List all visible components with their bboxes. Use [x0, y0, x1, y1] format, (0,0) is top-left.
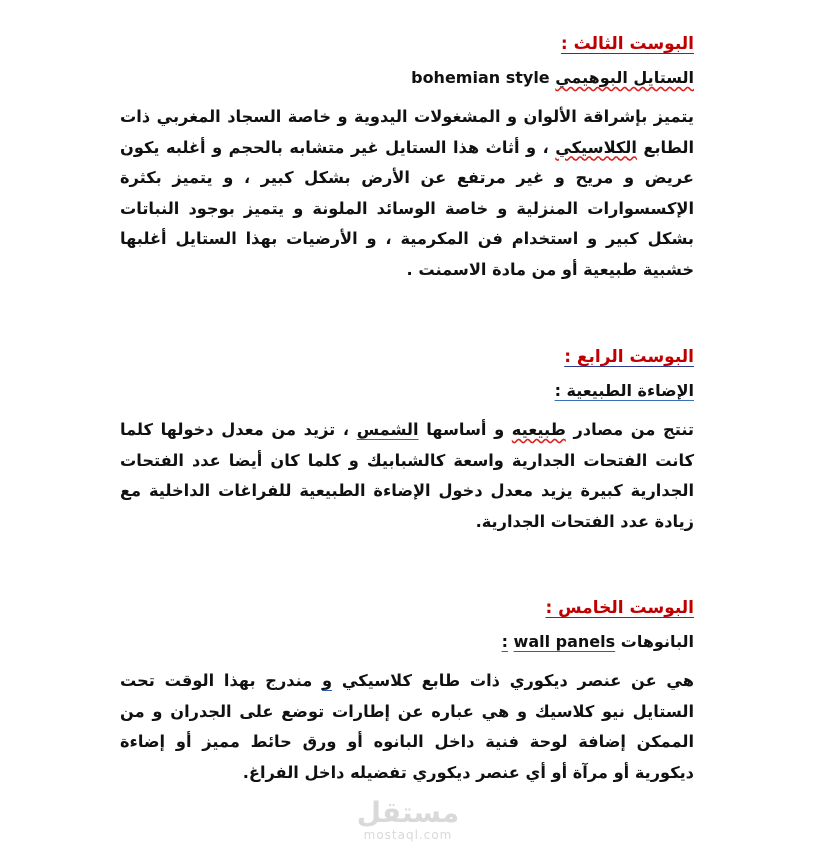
- post-title: البوست الخامس :: [545, 598, 694, 618]
- body-segment: تنتج من مصادر: [565, 420, 695, 439]
- post-body: [120, 102, 694, 285]
- body-segment: مندرج بهذا الوقت تحت الستايل نيو كلاسيك و هي عباره عن إطارات توضع على الجدران و من الممكن إضافة لوحة فنية داخل البانوه أو ورق حائط مميز أو إضاءة ديكورية أو مرآة أو أي عنصر ديكوري تفضيله داخل الفراغ.: [120, 671, 694, 782]
- post-section-fifth: [120, 596, 694, 788]
- body-segment-underlined: و: [322, 671, 333, 690]
- body-segment: هي عن عنصر ديكوري ذات طابع كلاسيكي: [332, 671, 694, 690]
- body-segment-underlined: طبيعيه: [511, 420, 566, 439]
- post-title: البوست الثالث :: [560, 34, 694, 54]
- post-title: البوست الرابع :: [564, 347, 694, 367]
- body-segment: و أساسها: [418, 420, 512, 439]
- watermark-latin: mostaql.com: [363, 828, 453, 842]
- body-segment-underlined: الكلاسيكي: [555, 137, 637, 157]
- post-subtitle: [120, 630, 694, 654]
- body-segment-underlined: الشمس: [356, 420, 419, 439]
- subtitle-suffix: :: [501, 632, 508, 651]
- watermark-arabic: مستقل: [356, 796, 460, 829]
- subtitle-arabic: الإضاءة الطبيعية :: [554, 381, 694, 400]
- post-body: [120, 666, 694, 788]
- body-segment: ، تزيد من معدل دخولها كلما كانت الفتحات الجدارية واسعة كالشبابيك و كلما كان أيضا عدد الفتحات الجدارية كبيرة يزيد معدل دخول الإضاءة الطبيعية للفراغات الداخلية مع زيادة عدد الفتحات الجدارية.: [120, 420, 694, 531]
- post-subtitle: [120, 66, 694, 90]
- subtitle-arabic: الستايل البوهيمي: [555, 68, 694, 87]
- post-body: [120, 415, 694, 537]
- subtitle-arabic: البانوهات: [620, 632, 694, 651]
- subtitle-english: bohemian style: [411, 68, 550, 87]
- subtitle-english: wall panels: [513, 632, 616, 651]
- post-subtitle: [120, 379, 694, 403]
- post-section-third: [120, 32, 694, 285]
- mostaql-watermark: [348, 798, 468, 842]
- post-section-fourth: [120, 345, 694, 537]
- body-segment: ، و أثاث هذا الستايل غير متشابه بالحجم و أغلبه يكون عريض و مريح و غير مرتفع عن الأرض بشكل كبير ، و يتميز بكثرة الإكسسوارات المنزلية و خاصة الوسائد الملونة و يتميز بوجود النباتات بشكل كبير و استخدام فن المكرمية ، و الأرضيات بهذا الستايل أغلبها خشبية طبيعية أو من مادة الاسمنت .: [120, 137, 694, 279]
- body-segment: يتميز بإشراقة الألوان و المشغولات اليدوية و خاصة السجاد المغربي ذات الطابع: [120, 107, 695, 157]
